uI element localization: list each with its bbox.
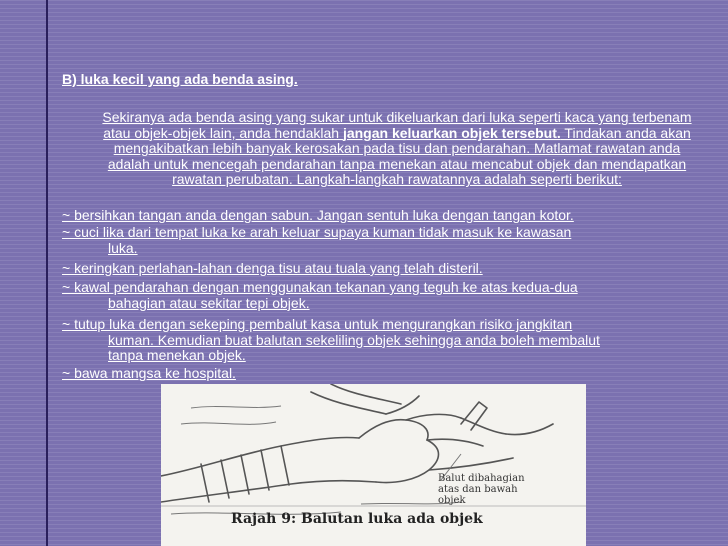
section-heading: B) luka kecil yang ada benda asing. xyxy=(62,71,298,87)
step-item-4 xyxy=(62,280,578,311)
note-line-3: objek xyxy=(438,495,466,506)
step-2-line-2: luka. xyxy=(108,239,138,256)
step-item-3 xyxy=(62,261,483,277)
step-1-line-1: ~ bersihkan tangan anda dengan sabun. Jangan sentuh luka dengan tangan kotor. xyxy=(62,207,574,223)
intro-paragraph xyxy=(102,110,692,188)
step-5-line-1: ~ tutup luka dengan sekeping pembalut kasa untuk mengurangkan risiko jangkitan xyxy=(62,316,573,332)
illustration-note xyxy=(438,473,558,506)
step-5-line-2: kuman. Kemudian buat balutan sekeliling objek sehingga anda boleh membalut xyxy=(108,331,600,348)
note-line-2: atas dan bawah xyxy=(438,484,518,495)
step-3-line-1: ~ keringkan perlahan-lahan denga tisu atau tuala yang telah disteril. xyxy=(62,260,483,276)
step-4-line-2: bahagian atau sekitar tepi objek. xyxy=(108,294,310,311)
step-6-line-1: ~ bawa mangsa ke hospital. xyxy=(62,365,236,381)
step-item-1 xyxy=(62,208,574,224)
step-item-5 xyxy=(62,317,600,364)
intro-text-start: Sekiranya ada benda asing yang sukar untuk dikeluarkan dari luka seperti kaca yang terbenam atau objek-objek lain, anda hendaklah xyxy=(102,109,692,141)
step-item-6 xyxy=(62,366,236,382)
step-item-2 xyxy=(62,225,571,256)
step-2-line-1: ~ cuci lika dari tempat luka ke arah keluar supaya kuman tidak masuk ke kawasan xyxy=(62,224,572,240)
intro-text-end: Tindakan anda akan mengakibatkan lebih banyak kerosakan pada tisu dan pendarahan. Matlamat rawatan anda adalah untuk mencegah pendarahan tanpa menekan atau mencabut objek dan mendapatkan rawatan perubatan. Langkah-langkah rawatannya adalah seperti berikut: xyxy=(107,124,691,188)
step-4-line-1: ~ kawal pendarahan dengan menggunakan tekanan yang teguh ke atas kedua-dua xyxy=(62,279,578,295)
note-line-1: Balut dibahagian xyxy=(438,473,525,484)
intro-bold-warning: jangan keluarkan objek tersebut. xyxy=(342,124,561,141)
slide-left-rule xyxy=(46,0,48,546)
bandage-illustration xyxy=(161,384,586,546)
step-5-line-3: tanpa menekan objek. xyxy=(108,347,246,364)
figure-caption: Rajah 9: Balutan luka ada objek xyxy=(231,511,483,527)
